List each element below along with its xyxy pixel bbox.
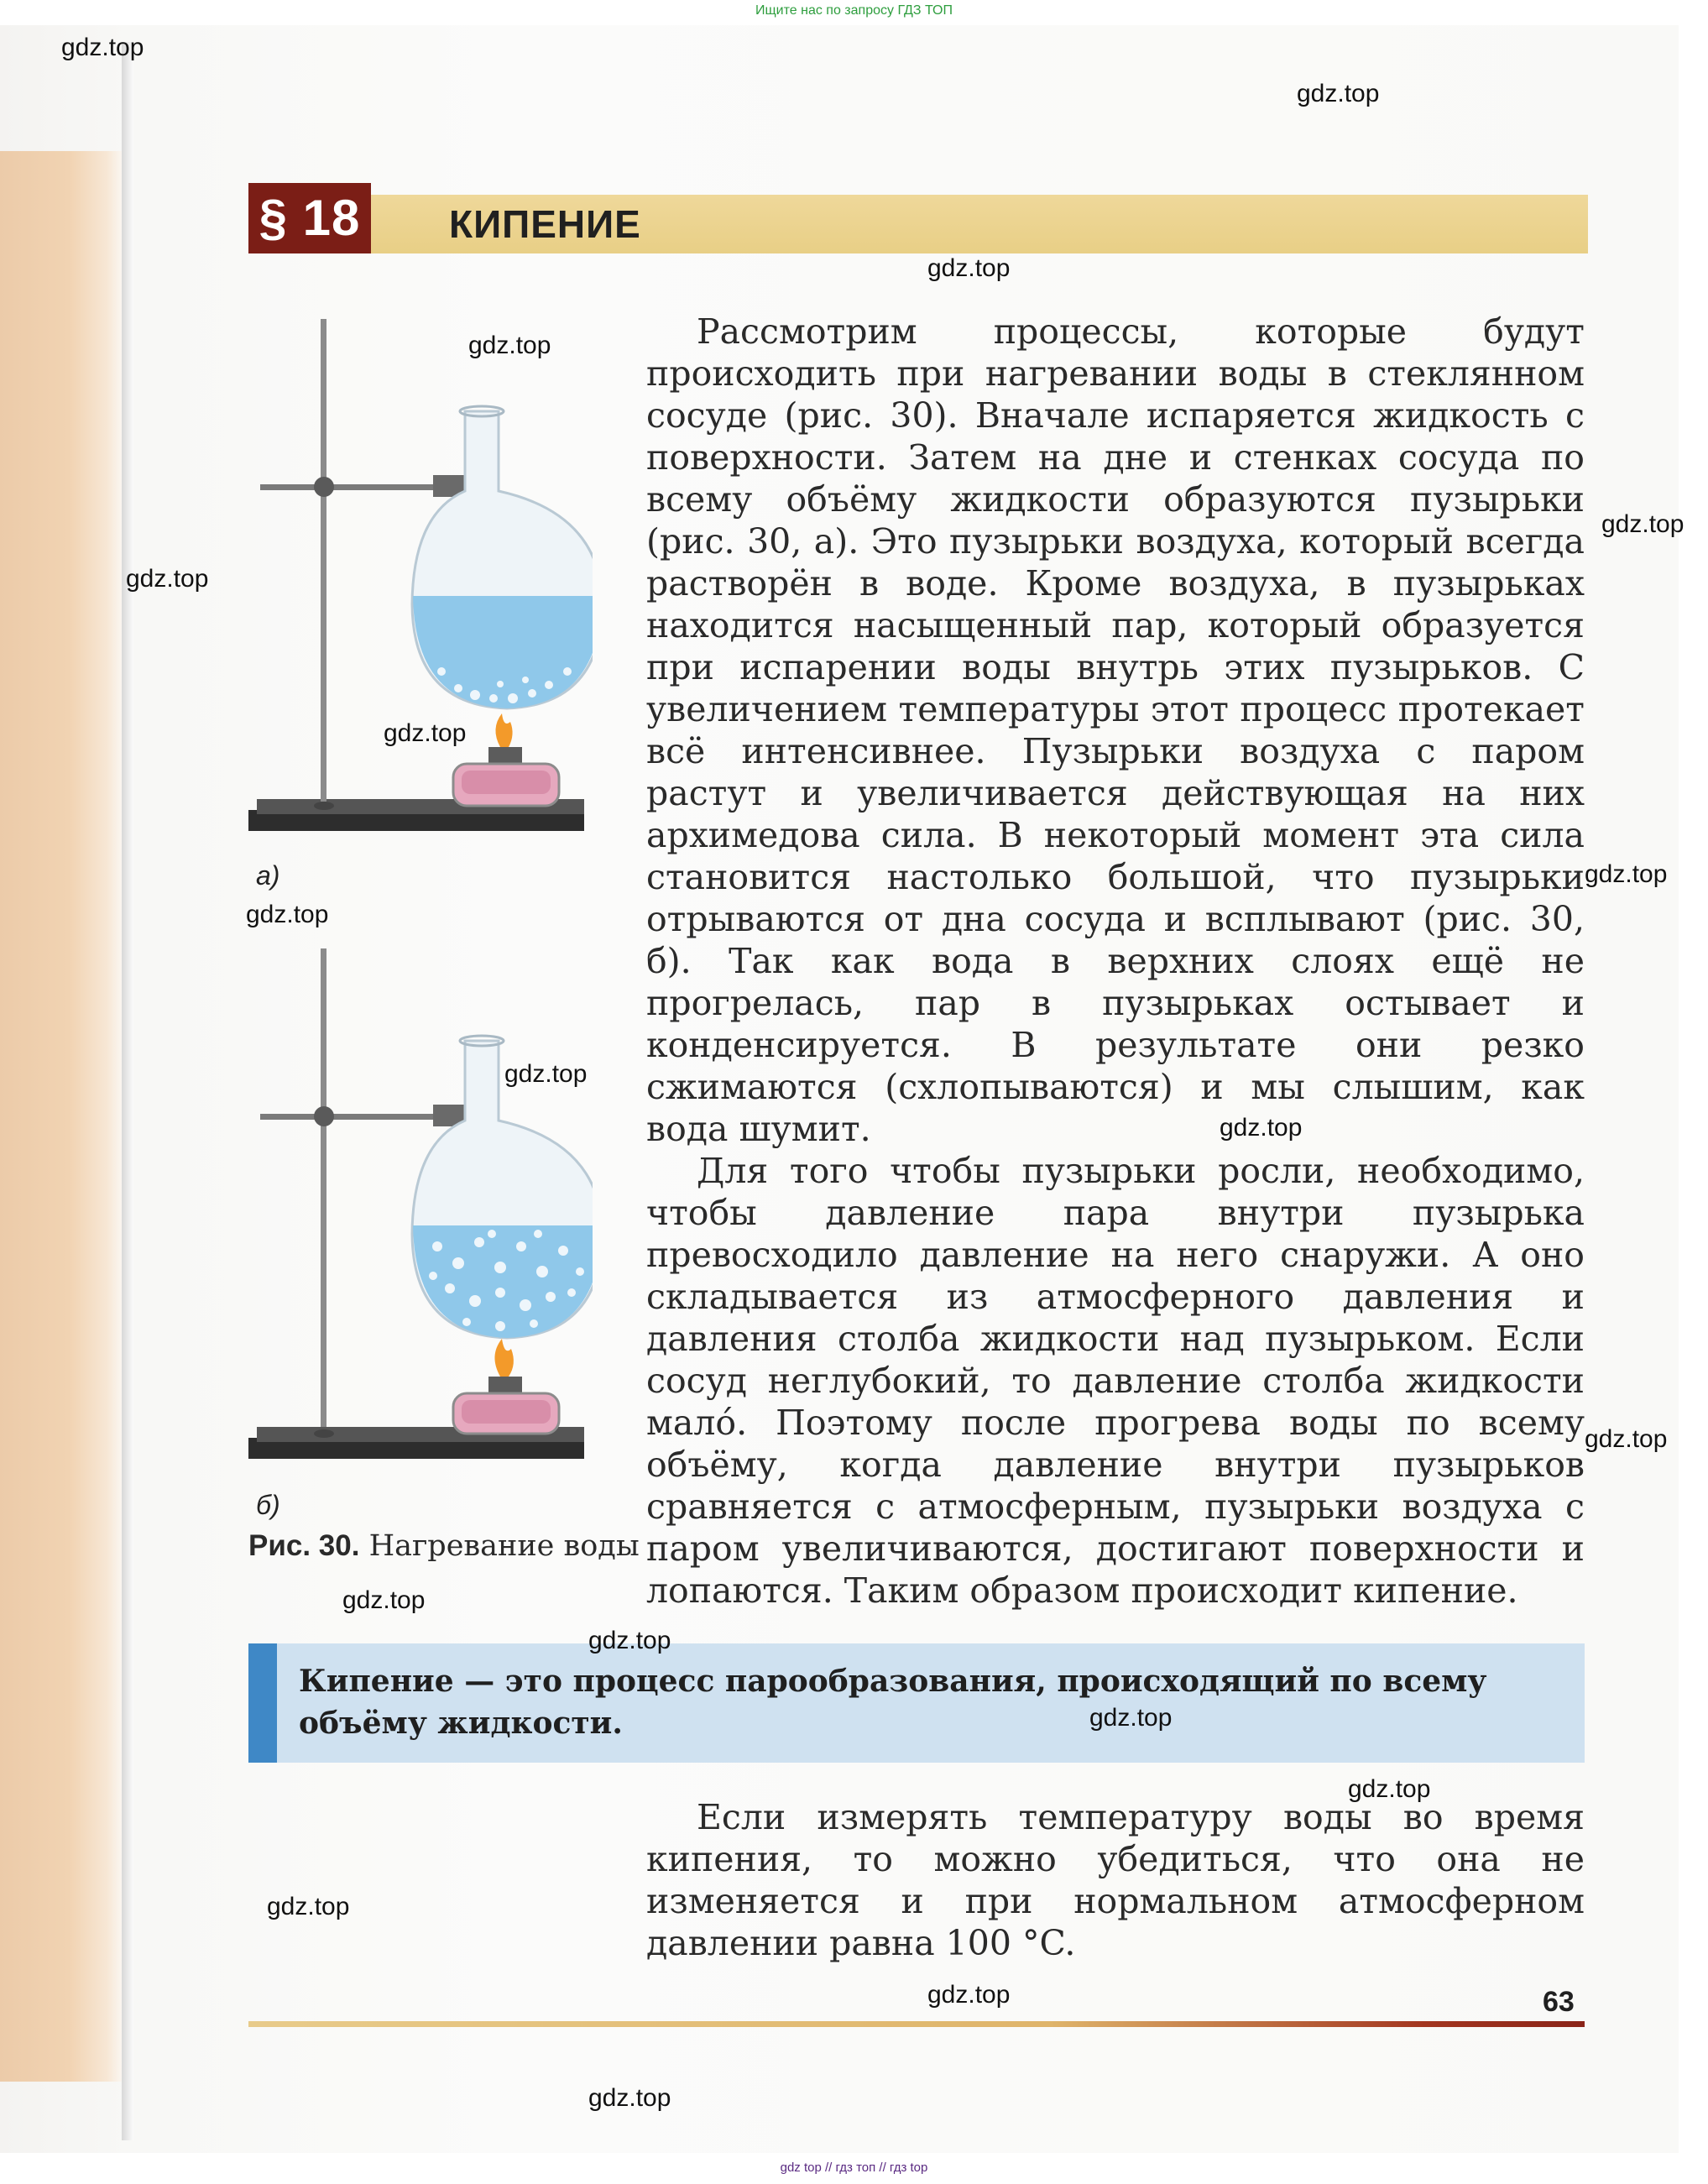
- watermark: gdz.top: [1089, 1704, 1173, 1732]
- section-number: § 18: [248, 183, 371, 253]
- footer-links[interactable]: gdz top // гдз топ // гдз top: [780, 2160, 928, 2175]
- paragraph-3: Если измерять температуру воды во время кипения, то можно убедиться, что она не изменяется и при нормальном атмосферном давлении равна 100 °C.: [646, 1797, 1585, 1963]
- paragraph-1: Рассмотрим процессы, которые будут происходить при нагревании воды в стеклянном сосуде (рис. 30). Вначале испаряется жидкость с поверхности. Затем на дне и стенках сосуда по всему объёму жидкости образуются пузырьки (рис. 30, а). Это пузырьки воздуха, который всегда растворён в воде. Кроме воздуха, в пузырьках находится насыщенный пар, который образуется при испарении воды внутрь этих пузырьков. С увеличением температуры этот процесс протекает всё интенсивнее. Пузырьки воздуха с паром растут и увеличивается действующая на них архимедова сила. В некоторый момент эта сила становится настолько большой, что пузырьки отрываются от дна сосуда и всплывают (рис. 30, б). Так как вода в верхних слоях ещё не прогрелась, пар в пузырьках остывает и конденсируется. В результате они резко сжимаются (схлопываются) и мы слышим, как вода шумит.: [646, 311, 1585, 1149]
- figure-caption: [248, 1528, 640, 1565]
- watermark: gdz.top: [267, 1893, 350, 1920]
- watermark: gdz.top: [588, 2084, 671, 2112]
- flask-figure-a: [248, 311, 593, 865]
- section-title: КИПЕНИЕ: [449, 202, 641, 246]
- watermark: gdz.top: [1601, 510, 1684, 538]
- page-edge: [122, 42, 133, 2140]
- watermark: gdz.top: [468, 332, 551, 359]
- figure-label-a: а): [256, 860, 280, 891]
- final-text: [646, 1796, 1585, 1964]
- watermark: gdz.top: [588, 1627, 671, 1654]
- definition-accent-bar: [248, 1643, 277, 1763]
- watermark: gdz.top: [1348, 1775, 1431, 1803]
- main-text: [646, 311, 1585, 1612]
- watermark: gdz.top: [1297, 80, 1380, 107]
- watermark: gdz.top: [384, 719, 467, 747]
- watermark: gdz.top: [342, 1586, 426, 1614]
- flask-figure-b: [248, 944, 593, 1490]
- bottom-rule: [248, 2021, 1585, 2027]
- top-banner[interactable]: Ищите нас по запросу ГДЗ ТОП: [755, 3, 953, 18]
- watermark: gdz.top: [246, 901, 329, 928]
- paragraph-2: Для того чтобы пузырьки росли, необходимо, чтобы давление пара внутри пузырька превосходило давление на него снаружи. А оно складывается из атмосферного давления и давления столба жидкости над пузырьком. Если сосуд неглубокий, то давление столба жидкости мало́. Поэтому после прогрева воды по всему объёму, когда давление внутри пузырьков сравняется с атмосферным, пузырьки воздуха с паром увеличиваются, достигают поверхности и лопаются. Таким образом происходит кипение.: [646, 1151, 1585, 1611]
- caption-text: Нагревание воды: [368, 1529, 640, 1563]
- watermark: gdz.top: [1585, 860, 1668, 888]
- page-number: 63: [1543, 1986, 1575, 2018]
- watermark: gdz.top: [126, 565, 209, 593]
- definition-box: [248, 1643, 1585, 1763]
- definition-text: Кипение — это процесс парообразования, происходящий по всему объёму жидкости.: [299, 1664, 1487, 1741]
- page-spine: [0, 151, 126, 2082]
- figure-label-b: б): [256, 1490, 280, 1520]
- watermark: gdz.top: [1585, 1425, 1668, 1453]
- caption-number: Рис. 30.: [248, 1529, 360, 1562]
- watermark: gdz.top: [504, 1060, 588, 1088]
- watermark: gdz.top: [927, 254, 1011, 282]
- watermark: gdz.top: [927, 1981, 1011, 2009]
- watermark: gdz.top: [1220, 1114, 1303, 1142]
- watermark: gdz.top: [61, 34, 144, 61]
